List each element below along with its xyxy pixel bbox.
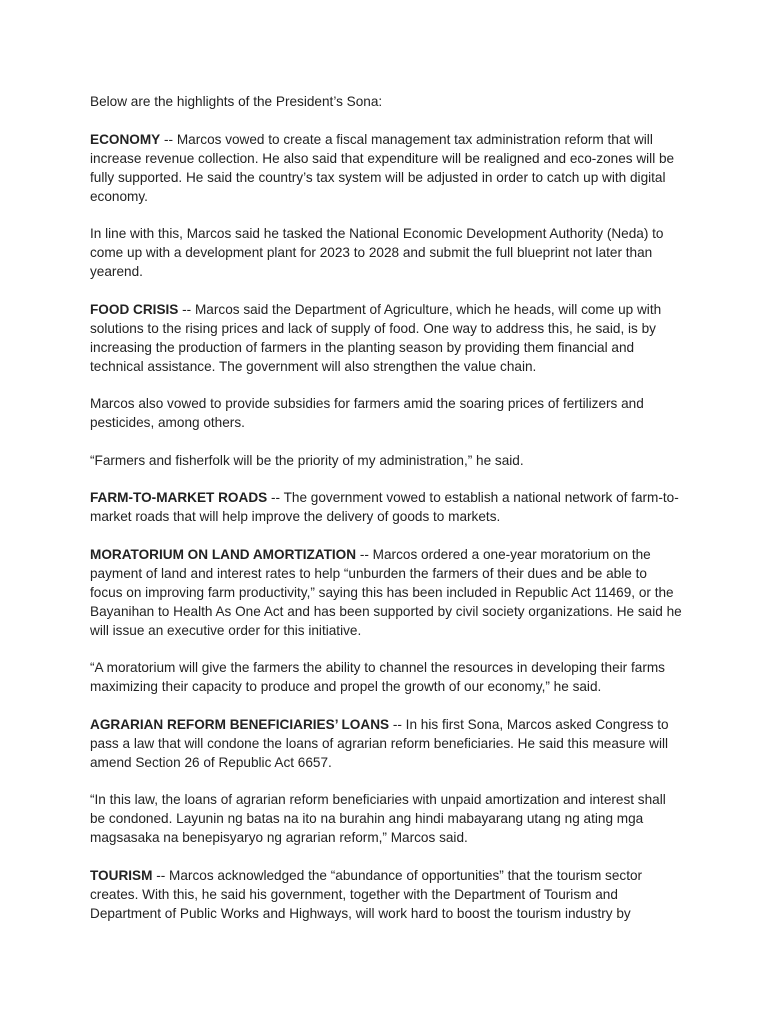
section-heading-farm-to-market-roads: FARM-TO-MARKET ROADS [90, 490, 268, 505]
paragraph-agrarian-loans [90, 715, 682, 772]
paragraph-text: “Farmers and fisherfolk will be the priority of my administration,” he said. [90, 452, 524, 468]
section-heading-food-crisis: FOOD CRISIS [90, 301, 179, 317]
paragraph-economy [90, 130, 682, 206]
intro-paragraph: Below are the highlights of the President’s Sona: [90, 94, 383, 109]
paragraph-moratorium-quote [90, 658, 682, 696]
section-heading-tourism: TOURISM [90, 867, 153, 883]
paragraph-farmers-quote [90, 451, 682, 470]
article-body [90, 92, 682, 941]
paragraph-subsidies [90, 394, 682, 432]
section-heading-agrarian-reform-loans: AGRARIAN REFORM BENEFICIARIES’ LOANS [90, 716, 390, 732]
paragraph-text: “A moratorium will give the farmers the ability to channel the resources in developing their farms maximizing their capacity to produce and propel the growth of our economy,” he said. [90, 660, 665, 694]
paragraph-tourism [90, 866, 682, 923]
paragraph-text: -- In his first Sona, Marcos asked Congress to pass a law that will condone the loans of agrarian reform beneficiaries. He said this measure will amend Section 26 of Republic Act 6657. [90, 716, 669, 770]
paragraph-text: -- Marcos said the Department of Agriculture, which he heads, will come up with solutions to the rising prices and lack of supply of food. One way to address this, he said, is by increasing the production of farmers in the planting season by providing them financial and technical assistance. The government will also strengthen the value chain. [90, 301, 662, 374]
paragraph-text: “In this law, the loans of agrarian reform beneficiaries with unpaid amortization and interest shall be condoned. Layunin ng batas na ito na burahin ang hindi mabayarang utang ng ating mga magsasaka na benepisyaryo ng agrarian reform,” Marcos said. [90, 792, 666, 845]
paragraph-moratorium [90, 545, 682, 640]
paragraph-text: -- The government vowed to establish a national network of farm-to-market roads that will help improve the delivery of goods to markets. [90, 490, 679, 524]
paragraph-text: -- Marcos acknowledged the “abundance of opportunities” that the tourism sector creates. With this, he said his government, together with the Department of Tourism and Department of Public Works and Highways, will work hard to boost the tourism industry by [90, 867, 643, 921]
paragraph-text: -- Marcos vowed to create a fiscal management tax administration reform that will increase revenue collection. He also said that expenditure will be realigned and eco-zones will be fully supported. He said the country’s tax system will be adjusted in order to catch up with digital economy. [90, 131, 675, 204]
paragraph-text: Marcos also vowed to provide subsidies for farmers amid the soaring prices of fertilizers and pesticides, among others. [90, 396, 644, 430]
paragraph-farm-to-market [90, 488, 682, 526]
section-heading-moratorium: MORATORIUM ON LAND AMORTIZATION [90, 546, 357, 562]
section-heading-economy: ECONOMY [90, 131, 161, 147]
paragraph-text: -- Marcos ordered a one-year moratorium on the payment of land and interest rates to help “unburden the farmers of their dues and be able to focus on improving farm productivity,” saying this has been included in Republic Act 11469, or the Bayanihan to Health As One Act and has been supported by civil society organizations. He said he will issue an executive order for this initiative. [90, 546, 682, 638]
paragraph-text: In line with this, Marcos said he tasked the National Economic Development Authority (Neda) to come up with a development plant for 2023 to 2028 and submit the full blueprint not later than yearend. [90, 226, 664, 279]
paragraph-neda [90, 224, 682, 281]
paragraph-agrarian-quote [90, 790, 682, 847]
paragraph-food-crisis [90, 300, 682, 376]
